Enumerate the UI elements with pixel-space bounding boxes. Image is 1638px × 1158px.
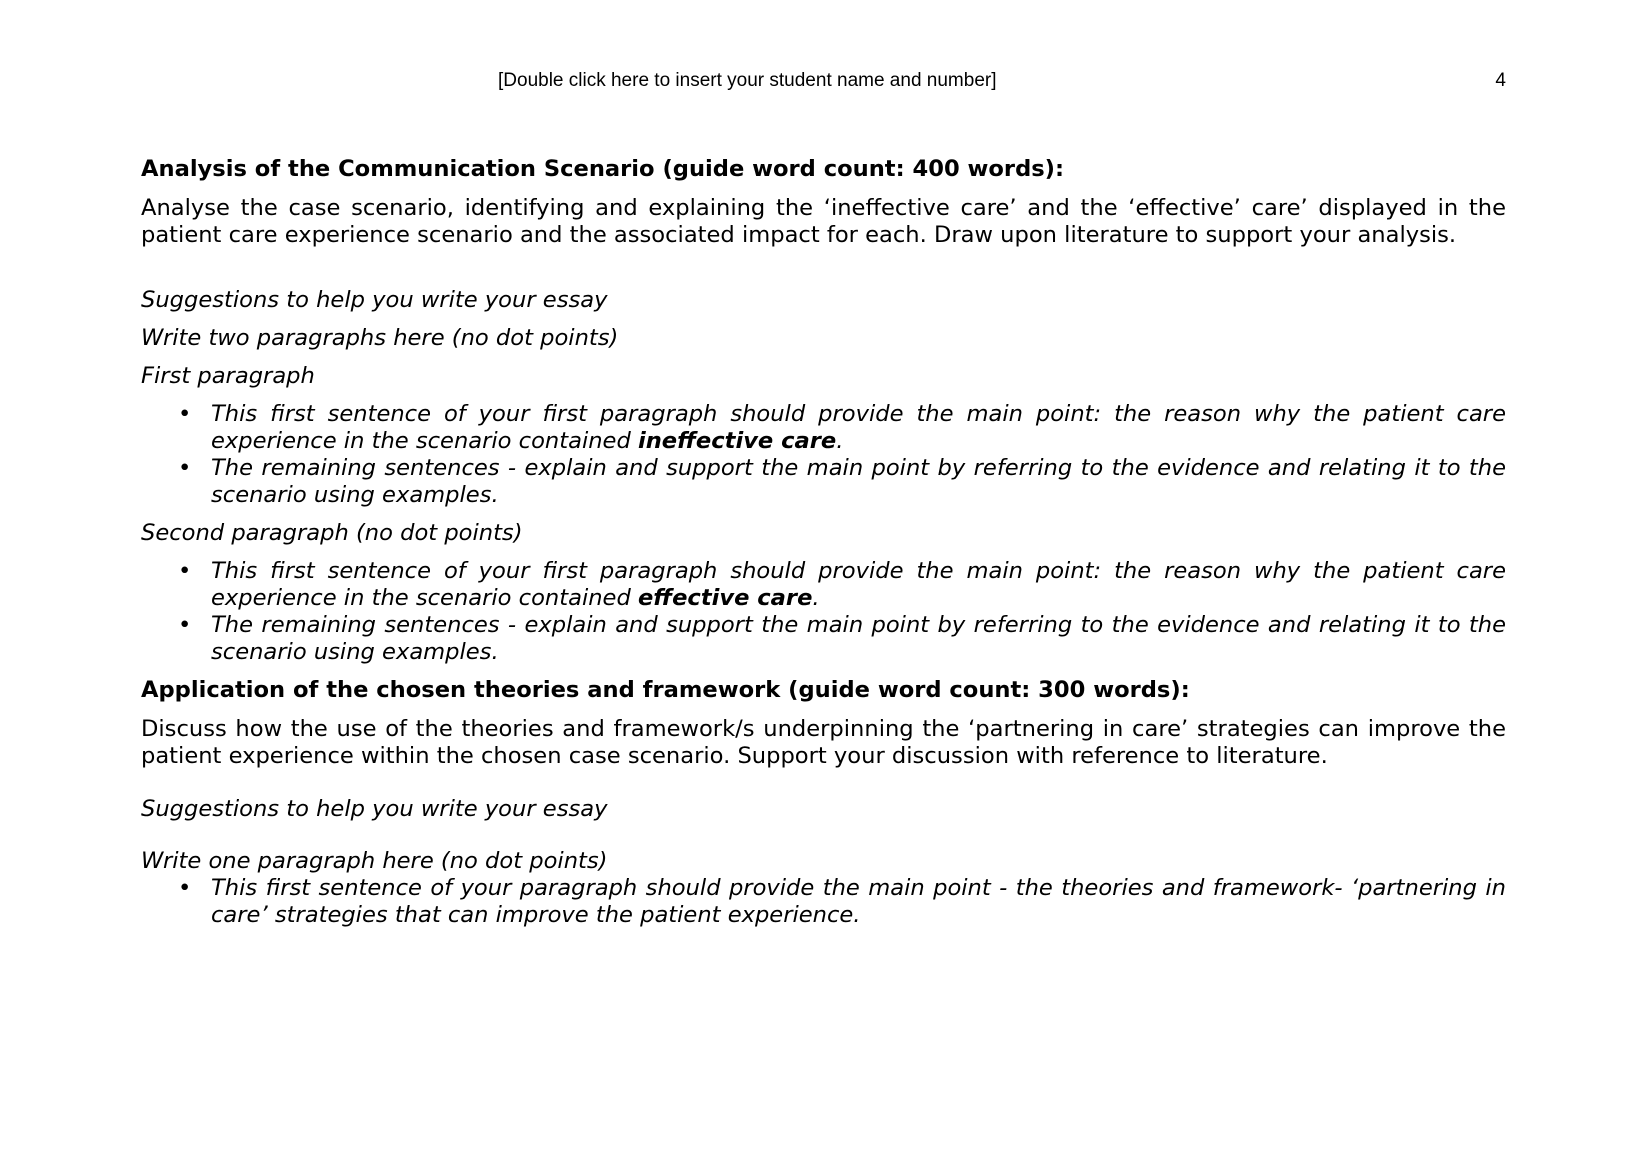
bullet-emphasis: effective care [637,585,813,611]
list-item [141,612,1506,666]
bullet-text: This first sentence of your first paragraph should provide the main point: the reason why the patient care experience in the scenario contained [211,401,1506,454]
list-item [141,455,1506,509]
suggestions-label: Suggestions to help you write your essay [141,287,608,313]
section-heading-analysis: Analysis of the Communication Scenario (guide word count: 400 words): [141,156,1065,182]
first-paragraph-bullets [141,401,1506,509]
bullet-text: This first sentence of your first paragraph should provide the main point: the reason why the patient care experience in the scenario contained [211,558,1506,611]
section-heading-application: Application of the chosen theories and framework (guide word count: 300 words): [141,677,1190,703]
page-number: 4 [1495,70,1506,91]
bullet-emphasis: ineffective care [637,428,837,454]
application-instructions: Discuss how the use of the theories and framework/s underpinning the ‘partnering in care’ strategies can improve the patient experience within the chosen case scenario. Support your discussion with reference to literature. [141,716,1506,769]
bullet-icon: • [178,558,192,584]
bullet-icon: • [178,455,192,481]
second-paragraph-label: Second paragraph (no dot points) [141,520,523,546]
document-body [141,156,1506,929]
bullet-icon: • [178,401,192,427]
bullet-text: The remaining sentences - explain and support the main point by referring to the evidence and relating it to the scenario using examples. [211,455,1506,508]
second-paragraph-bullets [141,558,1506,666]
suggestions-label-2: Suggestions to help you write your essay [141,796,608,822]
bullet-text: The remaining sentences - explain and support the main point by referring to the evidence and relating it to the scenario using examples. [211,612,1506,665]
list-item [141,401,1506,455]
first-paragraph-label: First paragraph [141,363,315,389]
write-one-paragraph-label: Write one paragraph here (no dot points) [141,848,608,874]
list-item [141,558,1506,612]
bullet-end: . [836,428,844,454]
student-name-placeholder[interactable]: [Double click here to insert your student name and number] [498,70,997,91]
application-bullets [141,875,1506,929]
page-header [141,70,1506,96]
list-item [141,875,1506,929]
bullet-icon: • [178,612,192,638]
bullet-icon: • [178,875,192,901]
bullet-text: This first sentence of your paragraph should provide the main point - the theories and framework- ‘partnering in care’ strategies that can improve the patient experience. [211,875,1506,928]
write-two-paragraphs-label: Write two paragraphs here (no dot points) [141,325,619,351]
bullet-end: . [812,585,820,611]
analysis-instructions: Analyse the case scenario, identifying and explaining the ‘ineffective care’ and the ‘effective’ care’ displayed in the patient care experience scenario and the associated impact for each. Draw upon literature to support your analysis. [141,195,1506,248]
